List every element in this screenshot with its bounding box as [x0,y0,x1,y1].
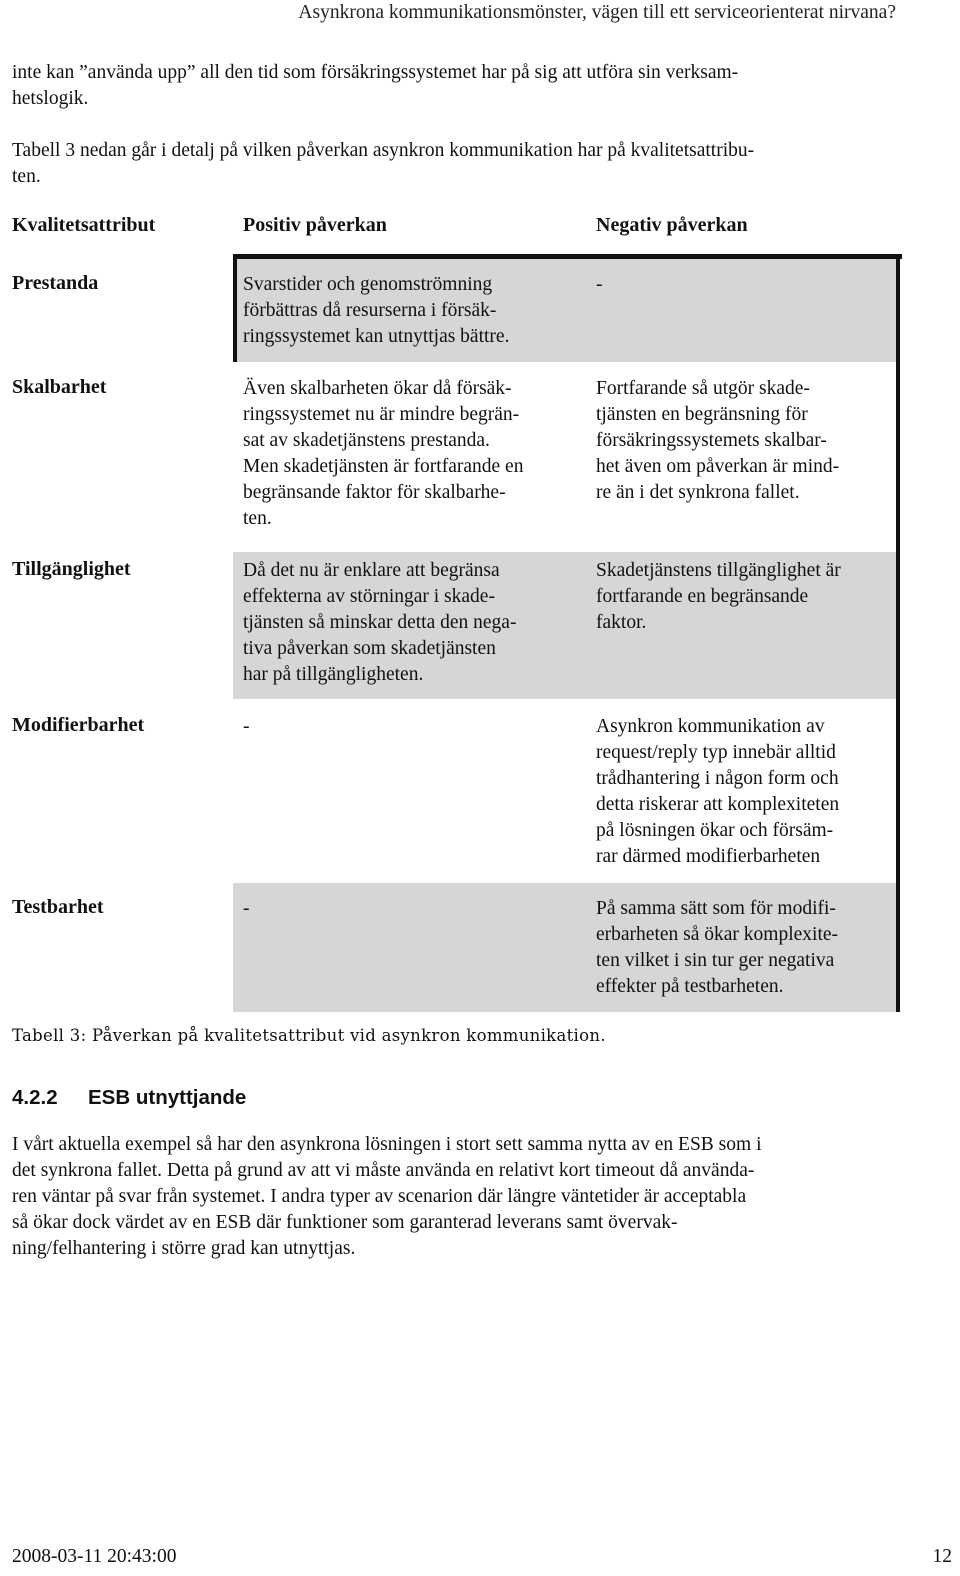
cell-negative-tillganglighet: Skadetjänstens tillgänglighet är fortfarande en begränsande faktor. [596,560,841,633]
table-top-rule [233,254,902,259]
cell-negative-modifierbarhet: Asynkron kommunikation av request/reply typ innebär alltid trådhantering i någon form och detta riskerar att komplexiteten på lösningen ökar och försäm- rar därmed modifierbarheten [596,716,840,867]
cell-positive-tillganglighet: Då det nu är enklare att begränsa effekterna av störningar i skade- tjänsten så minskar detta den nega- tiva påverkan som skadetjänsten har på tillgängligheten. [243,560,517,685]
cell-positive-skalbarhet: Även skalbarheten ökar då försäk- ringssystemet nu är mindre begrän- sat av skadetjänstens prestanda. Men skadetjänsten är fortfarande en begränsande faktor för skalbarhe- ten. [243,378,524,529]
table-header-positive: Positiv påverkan [243,214,387,236]
footer-timestamp: 2008-03-11 20:43:00 [12,1546,177,1567]
intro-paragraph-2: Tabell 3 nedan går i detalj på vilken påverkan asynkron kommunikation har på kvalitetsattribu- ten. [12,140,755,187]
row-label-skalbarhet: Skalbarhet [12,376,107,398]
page-number: 12 [932,1546,952,1567]
running-header: Asynkrona kommunikationsmönster, vägen till ett serviceorienterat nirvana? [298,2,896,23]
table-caption: Tabell 3: Påverkan på kvalitetsattribut vid asynkron kommunikation. [12,1026,606,1045]
row-label-modifierbarhet: Modifierbarhet [12,714,145,736]
table-left-rule [233,258,237,362]
table-header-attribute: Kvalitetsattribut [12,214,156,236]
section-number: 4.2.2 [12,1086,58,1109]
section-body: I vårt aktuella exempel så har den asynkrona lösningen i stort sett samma nytta av en ESB som i det synkrona fallet. Detta på grund av att vi måste använda en relativt kort timeout då använda- ren väntar på svar från systemet. I andra typer av scenarion där längre väntetider är acceptabla så ökar dock värdet av en ESB där funktioner som garanterad leverans samt övervak- ning/felhantering i större grad kan utnyttjas. [12,1134,762,1259]
row-label-tillganglighet: Tillgänglighet [12,558,131,580]
row-label-prestanda: Prestanda [12,272,99,294]
cell-positive-modifierbarhet: - [243,716,250,737]
table-right-rule [896,258,900,1012]
table-header-negative: Negativ påverkan [596,214,748,236]
intro-paragraph-1: inte kan ”använda upp” all den tid som försäkringssystemet har på sig att utföra sin verksam- hetslogik. [12,62,739,109]
cell-positive-prestanda: Svarstider och genomströmning förbättras då resurserna i försäk- ringssystemet kan utnyttjas bättre. [243,274,510,347]
section-title: ESB utnyttjande [88,1086,247,1109]
cell-negative-skalbarhet: Fortfarande så utgör skade- tjänsten en begränsning för försäkringssystemets skalbar- het även om påverkan är mind- re än i det synkrona fallet. [596,378,840,503]
cell-negative-prestanda: - [596,274,603,295]
cell-negative-testbarhet: På samma sätt som för modifi- erbarheten så ökar komplexite- ten vilket i sin tur ger negativa effekter på testbarheten. [596,898,839,997]
cell-positive-testbarhet: - [243,898,250,919]
row-label-testbarhet: Testbarhet [12,896,104,918]
